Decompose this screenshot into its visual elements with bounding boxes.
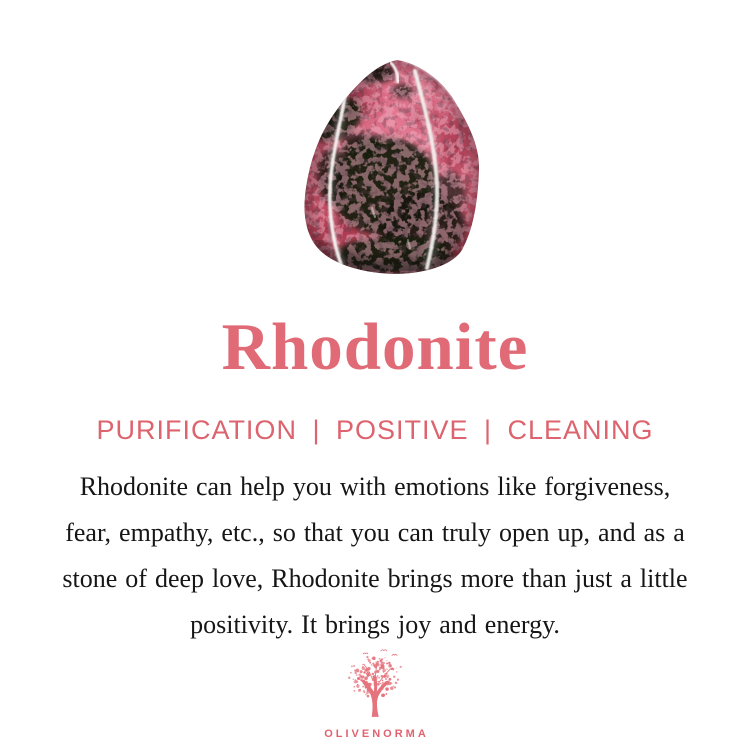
page-title: Rhodonite [221, 310, 529, 384]
rhodonite-stone-photo [302, 58, 483, 276]
description-line: Rhodonite can help you with emotions like forgiveness, [79, 472, 671, 501]
description-text [0, 464, 750, 648]
brand-logo [0, 648, 750, 740]
description-line: stone of deep love, Rhodonite brings more than just a little [62, 564, 688, 593]
description-line: positivity. It brings joy and energy. [190, 610, 560, 639]
brand-name: OLIVENORMA [324, 728, 429, 740]
description-line: fear, empathy, etc., so that you can truly open up, and as a [65, 518, 685, 547]
rhodonite-stone-image [302, 58, 483, 276]
keywords-subtitle: PURIFICATION | POSITIVE | CLEANING [96, 415, 654, 445]
tree-of-life-icon [335, 648, 415, 722]
